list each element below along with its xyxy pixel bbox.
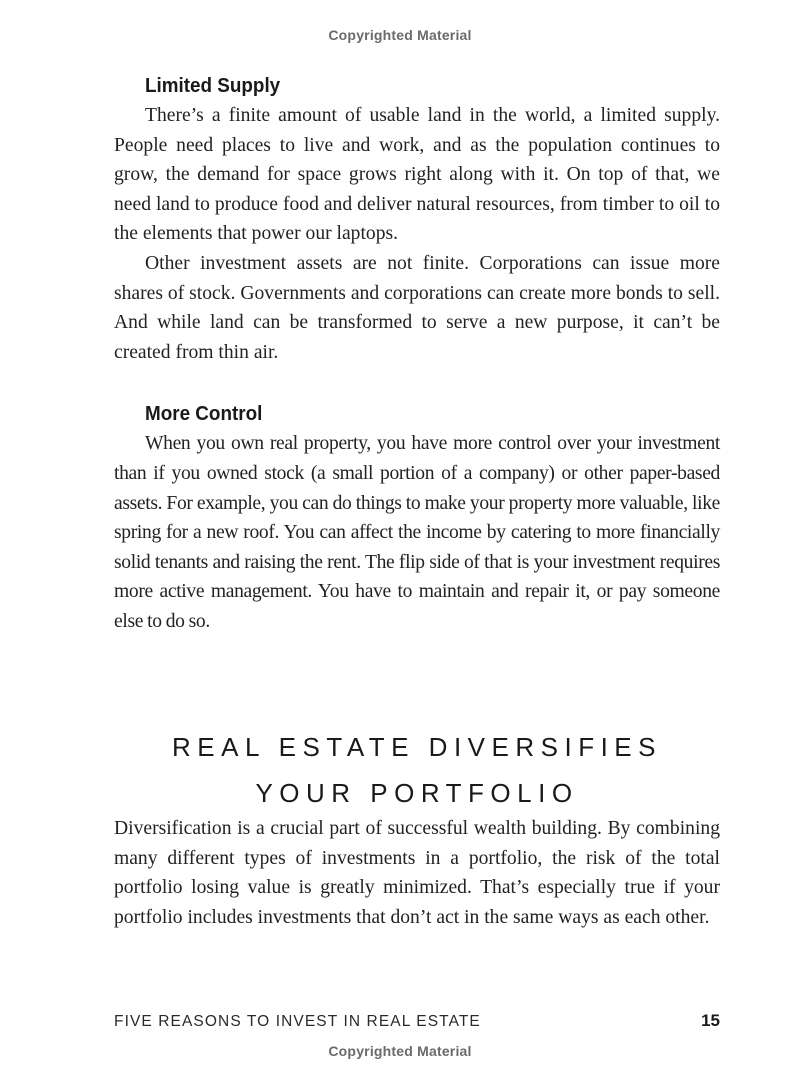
page-number: 15 [701,1011,720,1030]
chapter-heading-line-1: REAL ESTATE DIVERSIFIES [172,731,662,762]
paragraph-limited-supply-2: Other investment assets are not finite. Corporations can issue more shares of stock. Governments and corporations can create more bonds to sell. And while land can be transformed to serve a new purpose, it can’t be created from thin air. [114,252,720,363]
chapter-heading [114,724,720,816]
body-content [114,71,720,637]
chapter-heading-line-2: YOUR PORTFOLIO [255,777,579,808]
copyright-watermark-top: Copyrighted Material [328,27,472,43]
page-footer [114,1011,720,1031]
running-title: FIVE REASONS TO INVEST IN REAL ESTATE [114,1013,481,1030]
copyright-watermark-bottom: Copyrighted Material [328,1043,472,1059]
chapter-intro [114,814,720,932]
paragraph-chapter-intro: Diversification is a crucial part of successful wealth building. By combining many different types of investments in a portfolio, the risk of the total portfolio losing value is greatly minimized. That’s especially true if your portfolio includes investments that don’t act in the same ways as each other. [114,818,720,928]
section-heading-more-control: More Control [145,402,263,426]
section-heading-limited-supply: Limited Supply [145,74,281,97]
paragraph-more-control-1: When you own real property, you have more control over your investment than if you owned stock (a small portion of a company) or other paper-based assets. For example, you can do things to make your property more valuable, like spring for a new roof. You can affect the income by catering to more financially solid tenants and raising the rent. The flip side of that is your investment requires more active management. You have to maintain and repair it, or pay someone else to do so. [114,433,720,632]
paragraph-limited-supply-1: There’s a finite amount of usable land in the world, a limited supply. People need places to live and work, and as the population continues to grow, the demand for space grows right along with it. On top of that, we need land to produce food and deliver natural resources, from timber to oil to the elements that power our laptops. [114,105,720,245]
